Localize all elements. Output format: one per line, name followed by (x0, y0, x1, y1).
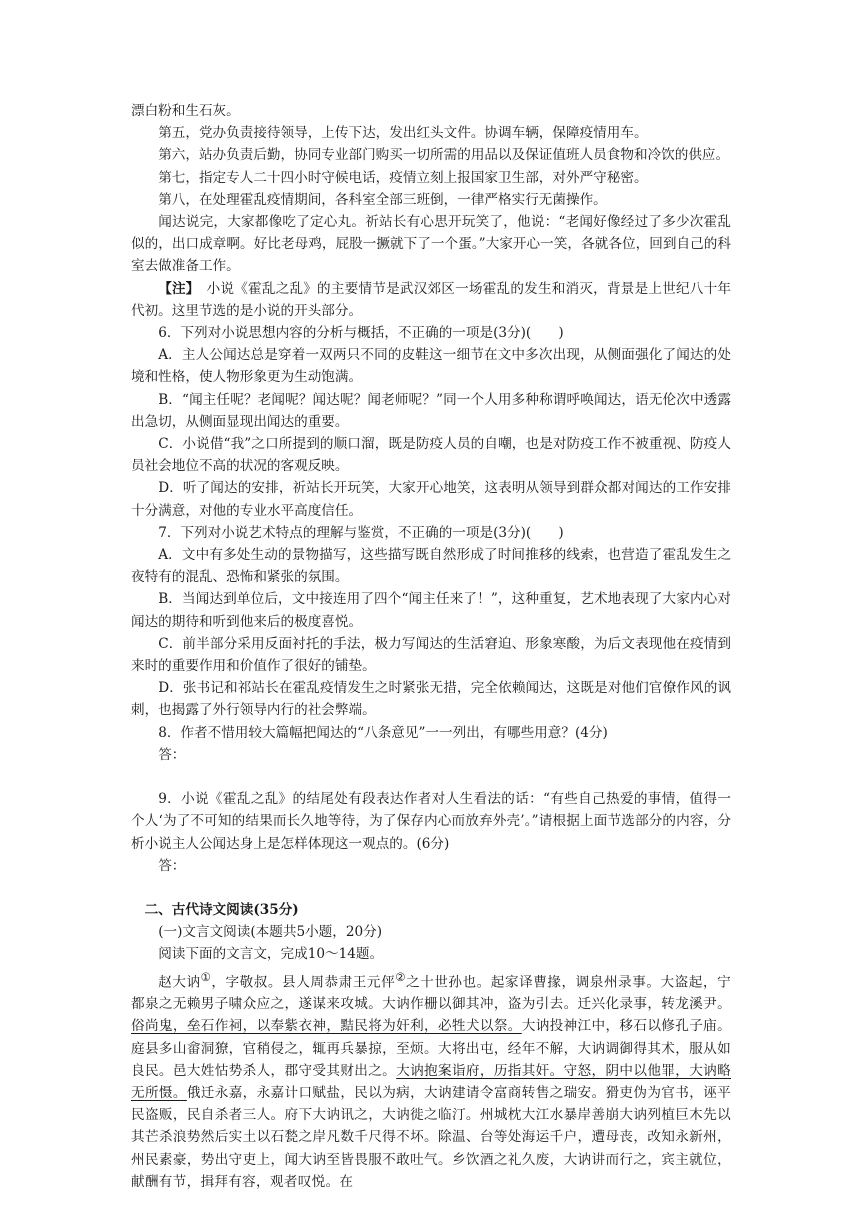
answer-space (131, 766, 731, 788)
option-a: A．主人公闻达总是穿着一双两只不同的皮鞋这一细节在文中多次出现，从侧面强化了闻达的处境和性格，使人物形象更为生动饱满。 (131, 347, 731, 386)
underlined-sentence: 俗尚鬼，垒石作祠，以奉紫衣神，黠民将为奸利，必牲犬以祭。 (131, 1018, 522, 1035)
text-run: 大讷投神江中，移石以修孔子庙。庭县多山畲洞獠，官稍侵之，辄再兵暴掠，至烦。大将出屯，经年不解，大讷调御得其术，服从如良民。邑大姓怙势杀人，郡守受其财出之。 (131, 1018, 731, 1079)
note-label: 【注】 (158, 280, 193, 297)
footnote-marker: ① (200, 969, 212, 984)
paragraph: 第五，党办负责接待领导，上传下达，发出红头文件。协调车辆，保障疫情用车。 (158, 125, 648, 142)
text-run: 之十世孙也。起家译曹掾，调泉州录事。大盗起，宁都泉之无赖男子啸众应之，遂谋来攻城。大讷作栅以御其冲，盗为引去。迁兴化录事，转龙溪尹。 (131, 974, 731, 1013)
paragraph: 第六，站办负责后勤，协同专业部门购买一切所需的用品以及保证值班人员食物和冷饮的供应。 (158, 147, 730, 164)
classical-text (131, 966, 731, 1194)
text-run: 赵大讷 (158, 974, 201, 991)
paragraph: 漂白粉和生石灰。 (131, 103, 240, 119)
document-page (131, 100, 731, 1193)
option-b: B．当闻达到单位后，文中接连用了四个“闻主任来了！”，这种重复，艺术地表现了大家内心对闻达的期待和听到他来后的极度喜悦。 (131, 591, 731, 630)
question-6: 6．下列对小说思想内容的分析与概括，不正确的一项是(3分)( ) (158, 325, 564, 342)
question-9: 9．小说《霍乱之乱》的结尾处有段表达作者对人生看法的话：“有些自己热爱的事情，值得一个人‘为了不可知的结果而长久地等待，为了保存内心而放弃外壳’。”请根据上面节选部分的内容，分析小说主人公闻达身上是怎样体现这一观点的。(6分) (131, 791, 731, 852)
section-title: 二、古代诗文阅读(35分) (144, 901, 299, 918)
footnote-marker: ② (395, 969, 406, 984)
paragraph: 第八，在处理霍乱疫情期间，各科室全部三班倒，一律严格实行无菌操作。 (158, 191, 607, 208)
question-8: 8．作者不惜用较大篇幅把闻达的“八条意见”一一列出，有哪些用意？(4分) (158, 724, 608, 741)
underlined-sentence: 大讷抱案诣府，历指其奸。守怒，阴中以他罪，大讷略无所慑。 (131, 1062, 731, 1102)
section-instruction: 阅读下面的文言文，完成10～14题。 (158, 946, 384, 963)
option-a: A．文中有多处生动的景物描写，这些描写既自然形成了时间推移的线索，也营造了霍乱发生之夜特有的混乱、恐怖和紧张的氛围。 (131, 547, 731, 586)
answer-label: 答： (158, 746, 186, 763)
note-text: 小说《霍乱之乱》的主要情节是武汉郊区一场霍乱的发生和消灭，背景是上世纪八十年代初。这里节选的是小说的开头部分。 (131, 280, 732, 319)
paragraph: 第七，指定专人二十四小时守候电话，疫情立刻上报国家卫生部，对外严守秘密。 (158, 169, 648, 186)
answer-label: 答： (158, 857, 186, 874)
text-run: ，字敬叔。县人周恭肃王元伻 (211, 974, 396, 991)
section-subtitle: (一)文言文阅读(本题共5小题，20分) (158, 924, 383, 941)
note-paragraph (131, 278, 731, 322)
option-c: C．小说借“我”之口所提到的顺口溜，既是防疫人员的自嘲，也是对防疫工作不被重视、防疫人员社会地位不高的状况的客观反映。 (131, 436, 731, 475)
option-b: B．“闻主任呢？老闻呢？闻达呢？闻老师呢？”同一个人用多种称谓呼唤闻达，语无伦次中透露出急切，从侧面显现出闻达的重要。 (131, 391, 731, 430)
text-run: 俄迁永嘉，永嘉计口赋盐，民以为病，大讷建请令富商转售之瑞安。猾吏伪为官书，诬平民盗贩，民自杀者三人。府下大讷讯之，大讷徙之临汀。州城枕大江水暴岸善崩大讷列植巨木先以其芒杀浪势然后实土以石甃之岸凡数千尺得不坏。除温、台等处海运千户，遭母丧，改知永新州，州民素豪，势出守吏上，闻大讷至皆畏服不敢吐气。乡饮酒之礼久废，大讷讲而行之，宾主就位，献酬有节，揖拜有容，观者叹悦。在 (131, 1085, 731, 1190)
question-7: 7．下列对小说艺术特点的理解与鉴赏，不正确的一项是(3分)( ) (158, 524, 564, 541)
option-d: D．听了闻达的安排，祈站长开玩笑，大家开心地笑，这表明从领导到群众都对闻达的工作安排十分满意，对他的专业水平高度信任。 (131, 480, 731, 519)
option-d: D．张书记和祁站长在霍乱疫情发生之时紧张无措，完全依赖闻达，这既是对他们官僚作风的讽刺，也揭露了外行领导内行的社会弊端。 (131, 680, 731, 719)
option-c: C．前半部分采用反面衬托的手法，极力写闻达的生活窘迫、形象寒酸，为后文表现他在疫情到来时的重要作用和价值作了很好的铺垫。 (131, 635, 731, 675)
paragraph: 闻达说完，大家都像吃了定心丸。祈站长有心思开玩笑了，他说：“老闻好像经过了多少次霍乱似的，出口成章啊。好比老母鸡，屁股一撅就下了一个蛋。”大家开心一笑，各就各位，回到自己的科室去做准备工作。 (131, 214, 731, 275)
answer-space (131, 877, 731, 899)
